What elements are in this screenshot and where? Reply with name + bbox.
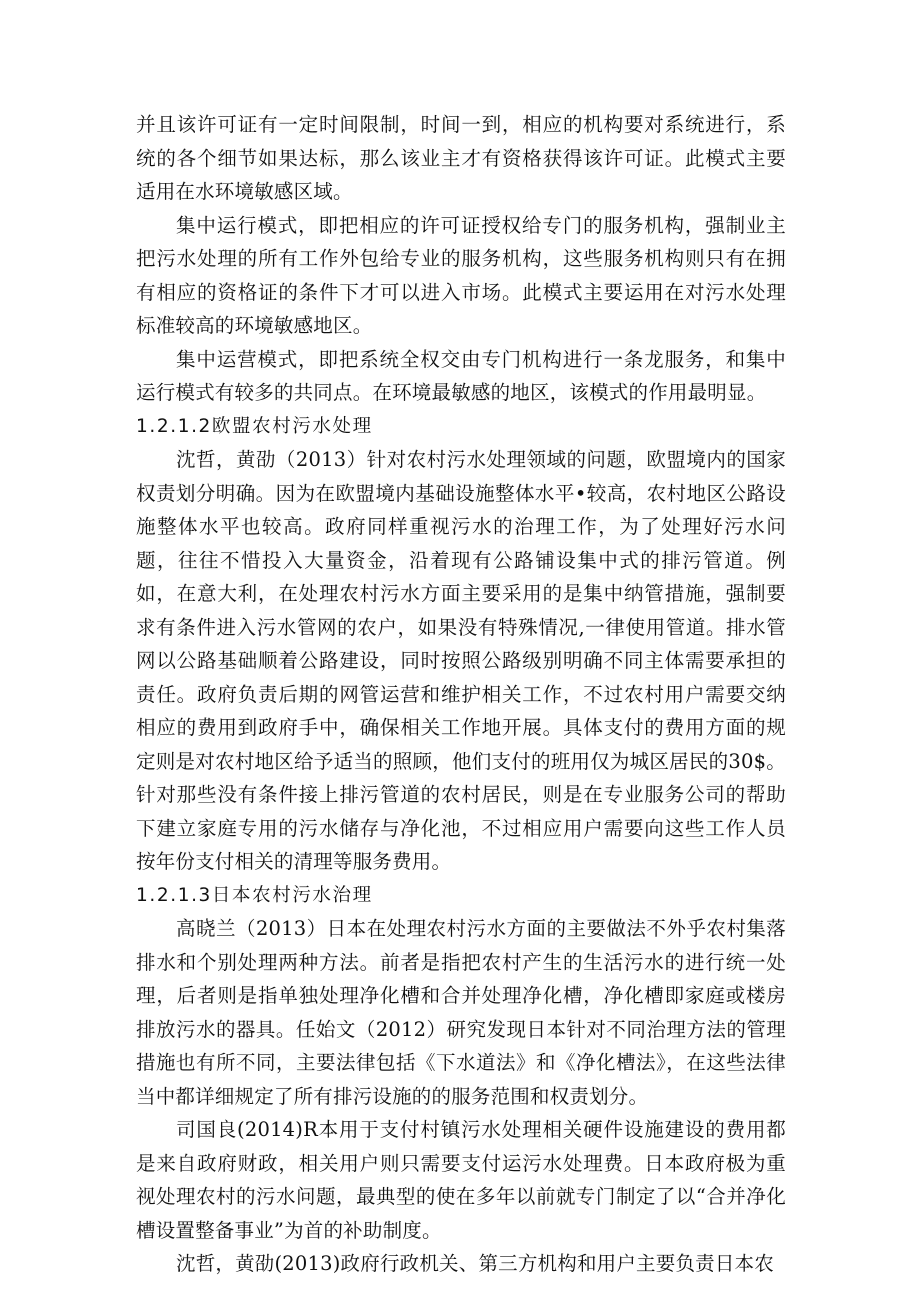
paragraph-centralized-operation-mode: 集中运行模式，即把相应的许可证授权给专门的服务机构，强制业主把污水处理的所有工作外包给专业的服务机构，这些服务机构则只有在拥有相应的资格证的条件下才可以进入市场。此模式主要运用在对污水处理标准较高的环境敏感地区。: [136, 213, 786, 337]
paragraph-license-continuation: 并且该许可证有一定时间限制，时间一到，相应的机构要对系统进行，系统的各个细节如果达标，那么该业主才有资格获得该许可证。此模式主要适用在水环境敏感区域。: [136, 113, 786, 203]
section-heading-eu: 1.2.1.2欧盟农村污水处理: [136, 415, 373, 437]
paragraph-japan-responsibility: 沈哲，黄劭(2013)政府行政机关、第三方机构和用户主要负责日本农: [176, 1252, 774, 1275]
document-body: [136, 108, 786, 1281]
section-heading-japan: 1.2.1.3日本农村污水治理: [136, 884, 373, 906]
paragraph-japan-methods: 高晓兰（2013）日本在处理农村污水方面的主要做法不外乎农村集落排水和个别处理两种方法。前者是指把农村产生的生活污水的进行统一处理，后者则是指单独处理净化槽和合并处理净化槽，净化槽即家庭或楼房排放污水的器具。任始文（2012）研究发现日本针对不同治理方法的管理措施也有所不同，主要法律包括《下水道法》和《净化槽法》，在这些法律当中都详细规定了所有排污设施的的服务范围和权责划分。: [136, 917, 786, 1108]
paragraph-eu-rural-sewage: 沈哲，黄劭（2013）针对农村污水处理领域的问题，欧盟境内的国家权责划分明确。因为在欧盟境内基础设施整体水平•较高，农村地区公路设施整体水平也较高。政府同样重视污水的治理工作，为了处理好污水问题，往往不惜投入大量资金，沿着现有公路铺设集中式的排污管道。例如，在意大利，在处理农村污水方面主要采用的是集中纳管措施，强制要求有条件进入污水管网的农户，如果没有特殊情况,一律使用管道。排水管网以公路基础顺着公路建设，同时按照公路级别明确不同主体需要承担的责任。政府负责后期的网管运营和维护相关工作，不过农村用户需要交纳相应的费用到政府手中，确保相关工作地开展。具体支付的费用方面的规定则是对农村地区给予适当的照顾，他们支付的班用仅为城区居民的30$。针对那些没有条件接上排污管道的农村居民，则是在专业服务公司的帮助下建立家庭专用的污水储存与净化池，不过相应用户需要向这些工作人员按年份支付相关的清理等服务费用。: [136, 448, 786, 873]
paragraph-centralized-management-mode: 集中运营模式，即把系统全权交由专门机构进行一条龙服务，和集中运行模式有较多的共同点。在环境最敏感的地区，该模式的作用最明显。: [136, 347, 786, 404]
paragraph-japan-funding: 司国良(2014)R本用于支付村镇污水处理相关硬件设施建设的费用都是来自政府财政，相关用户则只需要支付运污水处理费。日本政府极为重视处理农村的污水问题，最典型的使在多年以前就专门制定了以“合并净化槽设置整备事业”为首的补助制度。: [136, 1118, 786, 1242]
